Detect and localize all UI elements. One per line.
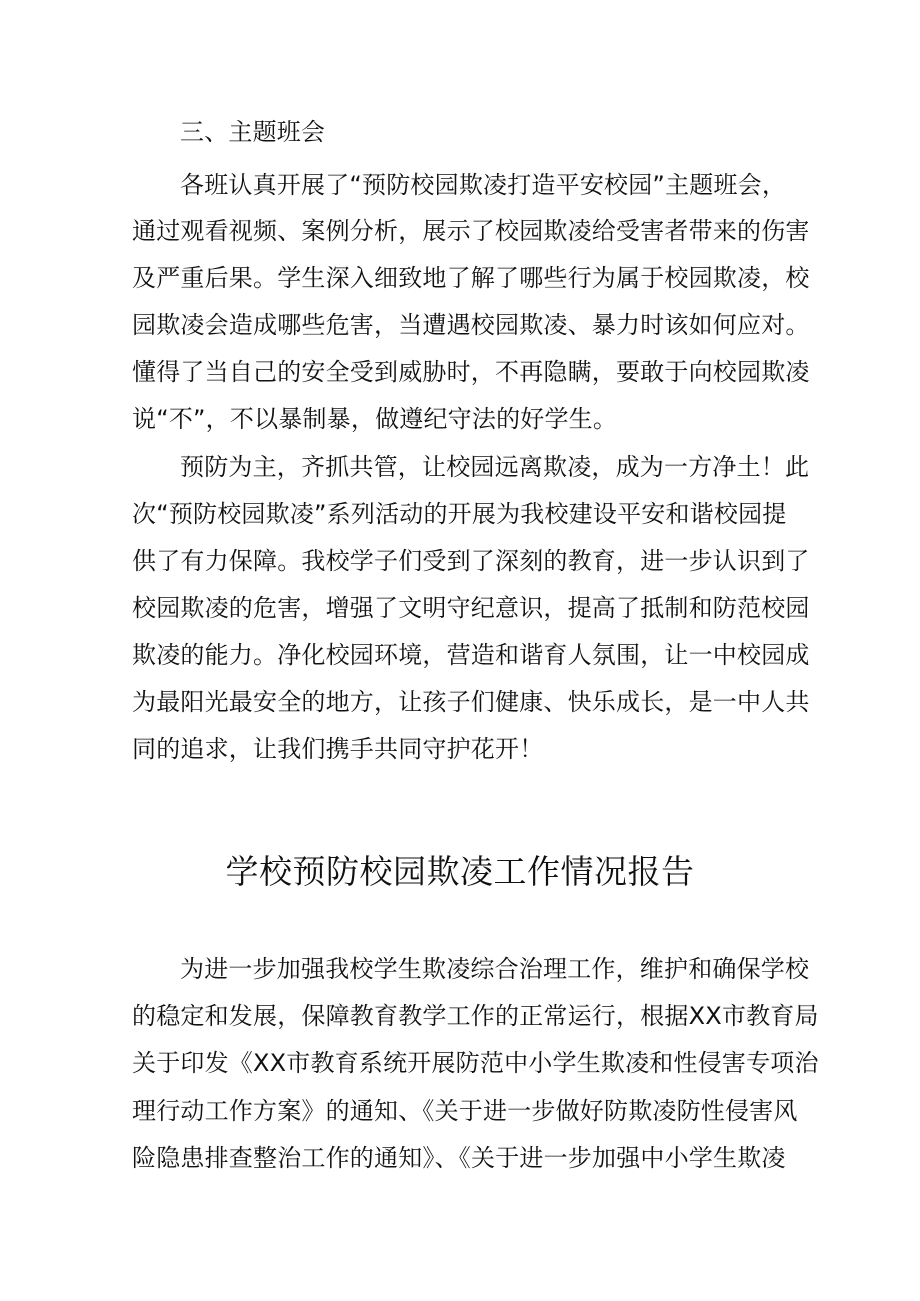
paragraph-line: 关于印发《XX市教育系统开展防范中小学生欺凌和性侵害专项治: [132, 1049, 819, 1077]
paragraph-line: 为进一步加强我校学生欺凌综合治理工作，维护和确保学校: [180, 955, 810, 983]
paragraph-line: 校园欺凌的危害，增强了文明守纪意识，提高了抵制和防范校园: [132, 594, 810, 622]
paragraph-line: 及严重后果。学生深入细致地了解了哪些行为属于校园欺凌，校: [132, 264, 810, 292]
paragraph-line: 理行动工作方案》的通知、《关于进一步做好防欺凌防性侵害风: [132, 1097, 798, 1125]
paragraph-line: 通过观看视频、案例分析，展示了校园欺凌给受害者带来的伤害: [132, 217, 810, 245]
paragraph-line: 预防为主，齐抓共管，让校园远离欺凌，成为一方净土！此: [180, 453, 810, 481]
paragraph-line: 险隐患排查整治工作的通知》、《关于进一步加强中小学生欺凌: [132, 1144, 786, 1172]
paragraph-line: 的稳定和发展，保障教育教学工作的正常运行，根据XX市教育局: [132, 1002, 819, 1030]
paragraph-line: 欺凌的能力。净化校园环境，营造和谐育人氛围，让一中校园成: [132, 641, 810, 669]
paragraph-line: 各班认真开展了“预防校园欺凌打造平安校园”主题班会，: [180, 171, 787, 199]
paragraph-line: 说“不”，不以暴制暴，做遵纪守法的好学生。: [132, 405, 618, 433]
paragraph-line: 次“预防校园欺凌”系列活动的开展为我校建设平安和谐校园提: [132, 500, 787, 528]
section-heading: 三、主题班会: [180, 118, 326, 146]
paragraph-line: 同的追求，让我们携手共同守护花开！: [132, 735, 544, 763]
paragraph-line: 供了有力保障。我校学子们受到了深刻的教育，进一步认识到了: [132, 547, 810, 575]
report-title: 学校预防校园欺凌工作情况报告: [225, 852, 695, 891]
paragraph-line: 园欺凌会造成哪些危害，当遭遇校园欺凌、暴力时该如何应对。: [132, 311, 810, 339]
paragraph-line: 为最阳光最安全的地方，让孩子们健康、快乐成长，是一中人共: [132, 688, 810, 716]
paragraph-line: 懂得了当自己的安全受到威胁时，不再隐瞒，要敢于向校园欺凌: [132, 358, 810, 386]
